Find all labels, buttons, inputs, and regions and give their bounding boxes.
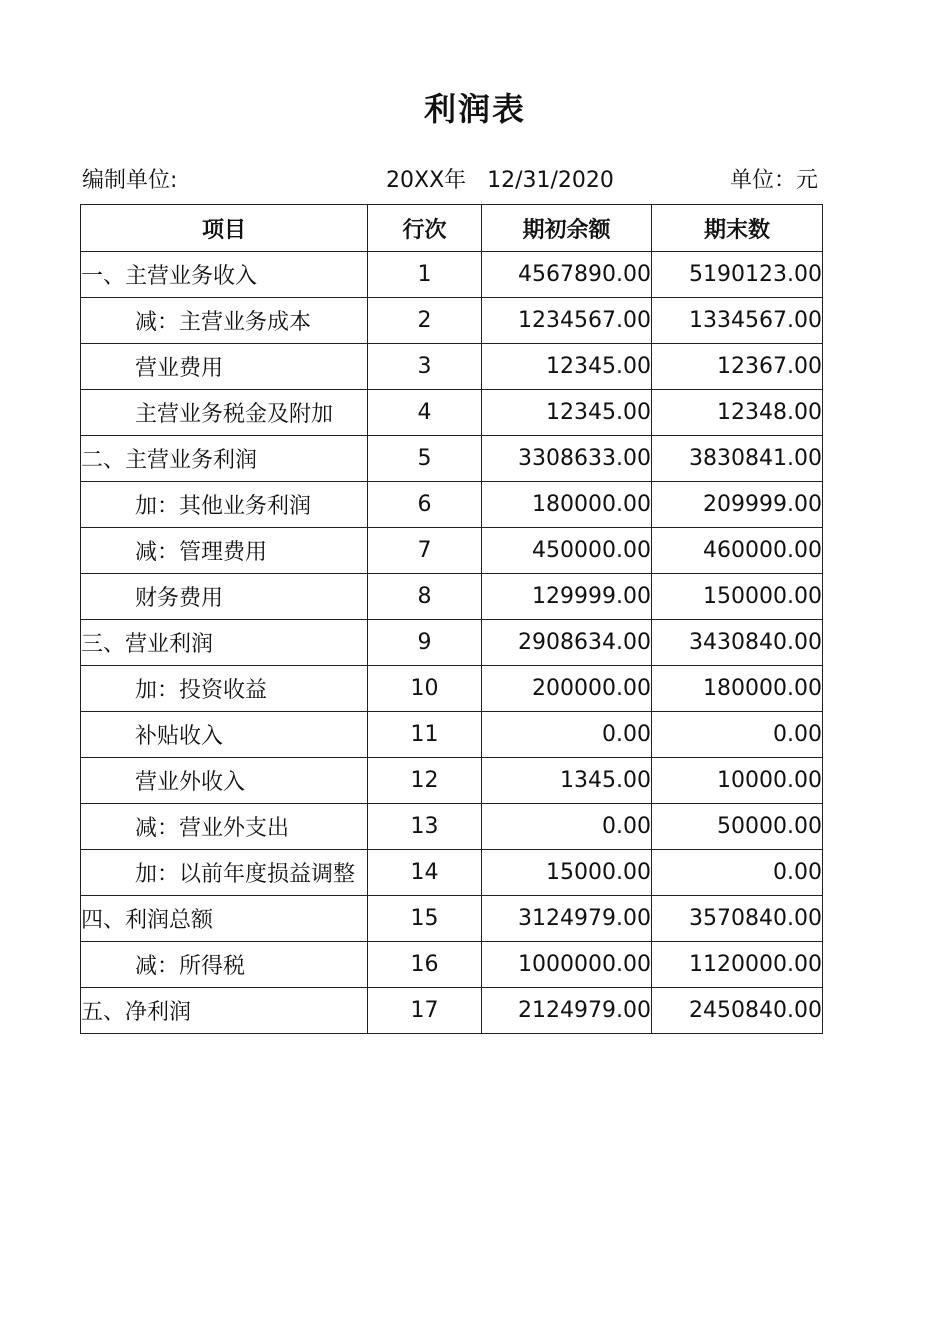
row-item: 四、利润总额 [81, 896, 368, 942]
table-row [81, 528, 823, 574]
table-row [81, 620, 823, 666]
row-ending-balance: 180000.00 [652, 666, 823, 712]
row-opening-balance: 4567890.00 [482, 252, 652, 298]
header-ending-balance: 期末数 [652, 205, 823, 252]
row-ending-balance: 3570840.00 [652, 896, 823, 942]
currency-unit: 单位：元 [730, 168, 819, 193]
row-item: 补贴收入 [81, 712, 368, 758]
table-row [81, 390, 823, 436]
row-item: 三、营业利润 [81, 620, 368, 666]
table-row [81, 298, 823, 344]
report-date: 20XX年 12/31/2020 [386, 168, 614, 193]
row-line-no: 3 [368, 344, 482, 390]
row-item: 营业费用 [81, 344, 368, 390]
row-ending-balance: 5190123.00 [652, 252, 823, 298]
row-item: 五、净利润 [81, 988, 368, 1034]
row-opening-balance: 3308633.00 [482, 436, 652, 482]
header-item: 项目 [81, 205, 368, 252]
report-title: 利润表 [423, 90, 526, 128]
row-ending-balance: 3430840.00 [652, 620, 823, 666]
table-row [81, 896, 823, 942]
table-row [81, 574, 823, 620]
header-line-no: 行次 [368, 205, 482, 252]
row-line-no: 5 [368, 436, 482, 482]
row-item: 一、主营业务收入 [81, 252, 368, 298]
table-row [81, 482, 823, 528]
row-line-no: 1 [368, 252, 482, 298]
row-item: 减：营业外支出 [81, 804, 368, 850]
row-item: 主营业务税金及附加 [81, 390, 368, 436]
row-line-no: 13 [368, 804, 482, 850]
row-ending-balance: 12348.00 [652, 390, 823, 436]
row-ending-balance: 3830841.00 [652, 436, 823, 482]
row-ending-balance: 209999.00 [652, 482, 823, 528]
header-row [81, 205, 823, 252]
row-line-no: 11 [368, 712, 482, 758]
row-ending-balance: 150000.00 [652, 574, 823, 620]
table-row [81, 436, 823, 482]
row-opening-balance: 450000.00 [482, 528, 652, 574]
row-item: 加：其他业务利润 [81, 482, 368, 528]
row-opening-balance: 2908634.00 [482, 620, 652, 666]
preparer-unit-label: 编制单位: [82, 168, 178, 193]
header-opening-balance: 期初余额 [482, 205, 652, 252]
row-line-no: 17 [368, 988, 482, 1034]
row-ending-balance: 460000.00 [652, 528, 823, 574]
row-item: 二、主营业务利润 [81, 436, 368, 482]
row-item: 加：以前年度损益调整 [81, 850, 368, 896]
row-ending-balance: 1334567.00 [652, 298, 823, 344]
table-row [81, 804, 823, 850]
table-row [81, 988, 823, 1034]
row-line-no: 10 [368, 666, 482, 712]
row-line-no: 12 [368, 758, 482, 804]
row-ending-balance: 2450840.00 [652, 988, 823, 1034]
row-opening-balance: 12345.00 [482, 390, 652, 436]
row-item: 营业外收入 [81, 758, 368, 804]
row-opening-balance: 200000.00 [482, 666, 652, 712]
row-item: 财务费用 [81, 574, 368, 620]
row-item: 减：管理费用 [81, 528, 368, 574]
table-row [81, 758, 823, 804]
table-row [81, 850, 823, 896]
row-line-no: 8 [368, 574, 482, 620]
table-row [81, 666, 823, 712]
row-ending-balance: 10000.00 [652, 758, 823, 804]
row-opening-balance: 1345.00 [482, 758, 652, 804]
row-opening-balance: 12345.00 [482, 344, 652, 390]
row-opening-balance: 1000000.00 [482, 942, 652, 988]
row-opening-balance: 0.00 [482, 712, 652, 758]
row-opening-balance: 180000.00 [482, 482, 652, 528]
row-item: 减：主营业务成本 [81, 298, 368, 344]
row-line-no: 14 [368, 850, 482, 896]
row-opening-balance: 1234567.00 [482, 298, 652, 344]
row-ending-balance: 0.00 [652, 712, 823, 758]
row-opening-balance: 15000.00 [482, 850, 652, 896]
row-ending-balance: 12367.00 [652, 344, 823, 390]
table-row [81, 252, 823, 298]
row-opening-balance: 0.00 [482, 804, 652, 850]
row-line-no: 6 [368, 482, 482, 528]
table-row [81, 712, 823, 758]
row-ending-balance: 50000.00 [652, 804, 823, 850]
row-line-no: 16 [368, 942, 482, 988]
row-item: 加：投资收益 [81, 666, 368, 712]
row-ending-balance: 1120000.00 [652, 942, 823, 988]
row-opening-balance: 129999.00 [482, 574, 652, 620]
row-item: 减：所得税 [81, 942, 368, 988]
income-statement-table [80, 204, 823, 1034]
row-opening-balance: 3124979.00 [482, 896, 652, 942]
row-line-no: 7 [368, 528, 482, 574]
row-ending-balance: 0.00 [652, 850, 823, 896]
row-opening-balance: 2124979.00 [482, 988, 652, 1034]
table-row [81, 344, 823, 390]
row-line-no: 2 [368, 298, 482, 344]
row-line-no: 9 [368, 620, 482, 666]
row-line-no: 15 [368, 896, 482, 942]
table-row [81, 942, 823, 988]
row-line-no: 4 [368, 390, 482, 436]
